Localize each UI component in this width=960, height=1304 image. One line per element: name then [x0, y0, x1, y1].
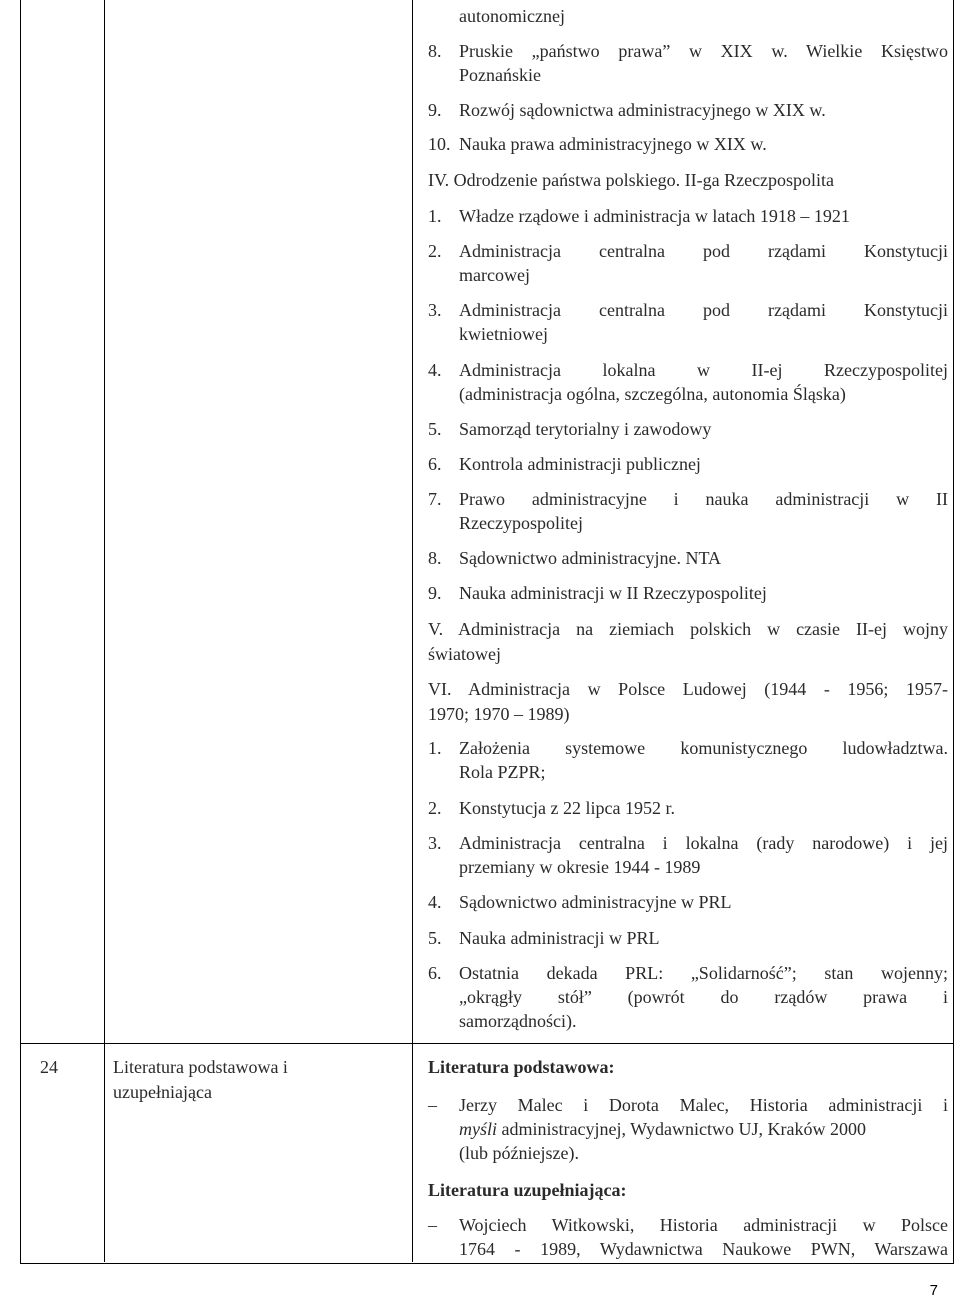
literature-extra-line2: 1764 - 1989, Wydawnictwa Naukowe PWN, Warszawa — [459, 1239, 948, 1259]
item-text: Założenia systemowe komunistycznego ludowładztwa. — [459, 738, 948, 758]
item-number: 4. — [428, 892, 442, 912]
row-divider — [21, 1043, 953, 1044]
item-text-cont: Poznańskie — [459, 65, 541, 85]
column-divider-2 — [412, 0, 413, 1262]
literature-basic-italic: myśli — [459, 1119, 497, 1139]
item-text: Administracja centralna i lokalna (rady narodowe) i jej — [459, 833, 948, 853]
item-number: 7. — [428, 489, 442, 509]
literature-extra-line1: Wojciech Witkowski, Historia administracji w Polsce — [459, 1215, 948, 1235]
item-text-cont: Rzeczypospolitej — [459, 513, 583, 533]
item-text: Administracja lokalna w II-ej Rzeczypospolitej — [459, 360, 948, 380]
item-text-cont: Rola PZPR; — [459, 762, 546, 782]
item-text: Władze rządowe i administracja w latach 1918 – 1921 — [459, 206, 850, 226]
line-autonomicznej: autonomicznej — [459, 6, 565, 26]
section-heading-vi-cont: 1970; 1970 – 1989) — [428, 704, 570, 724]
item-text-cont: kwietniowej — [459, 324, 548, 344]
item-number: 3. — [428, 300, 442, 320]
literature-basic-line1: Jerzy Malec i Dorota Malec, Historia administracji i — [459, 1095, 948, 1115]
item-text-cont: marcowej — [459, 265, 530, 285]
item-number: 3. — [428, 833, 442, 853]
section-heading-v-cont: światowej — [428, 644, 501, 664]
literature-extra-heading: Literatura uzupełniająca: — [428, 1180, 627, 1200]
item-text: Pruskie „państwo prawa” w XIX w. Wielkie Księstwo — [459, 41, 948, 61]
literature-basic-heading: Literatura podstawowa: — [428, 1057, 615, 1077]
item-text: Sądownictwo administracyjne. NTA — [459, 548, 722, 568]
item-number: 1. — [428, 206, 442, 226]
item-text: Rozwój sądownictwa administracyjnego w XIX w. — [459, 100, 826, 120]
item-text: Administracja centralna pod rządami Konstytucji — [459, 241, 948, 261]
section-heading-vi: VI. Administracja w Polsce Ludowej (1944 - 1956; 1957- — [428, 679, 948, 699]
row-title-line1: Literatura podstawowa i — [113, 1057, 288, 1077]
item-number: 6. — [428, 454, 442, 474]
dash-bullet: – — [428, 1095, 437, 1115]
row-title-line2: uzupełniająca — [113, 1082, 212, 1102]
item-text: Ostatnia dekada PRL: „Solidarność”; stan wojenny; — [459, 963, 948, 983]
item-number: 10. — [428, 134, 451, 154]
row-number: 24 — [40, 1057, 58, 1077]
item-text: Prawo administracyjne i nauka administracji w II — [459, 489, 948, 509]
item-text: Nauka prawa administracyjnego w XIX w. — [459, 134, 767, 154]
item-number: 5. — [428, 419, 442, 439]
item-text: Konstytucja z 22 lipca 1952 r. — [459, 798, 675, 818]
item-text: Nauka administracji w PRL — [459, 928, 660, 948]
section-heading-iv: IV. Odrodzenie państwa polskiego. II-ga Rzeczpospolita — [428, 170, 835, 190]
item-number: 2. — [428, 798, 442, 818]
literature-basic-line2 — [459, 1118, 866, 1140]
item-text-cont: (administracja ogólna, szczególna, autonomia Śląska) — [459, 384, 846, 404]
dash-bullet: – — [428, 1215, 437, 1235]
item-number: 8. — [428, 548, 442, 568]
item-text-cont: samorządności). — [459, 1011, 577, 1031]
item-number: 5. — [428, 928, 442, 948]
column-divider-1 — [104, 0, 105, 1262]
item-number: 9. — [428, 583, 442, 603]
item-text: Kontrola administracji publicznej — [459, 454, 701, 474]
literature-basic-line2-rest: administracyjnej, Wydawnictwo UJ, Kraków 2000 — [497, 1119, 867, 1139]
section-heading-v: V. Administracja na ziemiach polskich w czasie II-ej wojny — [428, 619, 948, 639]
item-number: 9. — [428, 100, 442, 120]
item-text: Samorząd terytorialny i zawodowy — [459, 419, 712, 439]
item-number: 8. — [428, 41, 442, 61]
item-text: Sądownictwo administracyjne w PRL — [459, 892, 732, 912]
item-text-cont: przemiany w okresie 1944 - 1989 — [459, 857, 701, 877]
item-number: 6. — [428, 963, 442, 983]
item-text: Nauka administracji w II Rzeczypospolitej — [459, 583, 767, 603]
page-number: 7 — [929, 1282, 938, 1299]
item-number: 2. — [428, 241, 442, 261]
item-number: 1. — [428, 738, 442, 758]
item-text-cont: „okrągły stół” (powrót do rządów prawa i — [459, 987, 948, 1007]
literature-basic-line3: (lub późniejsze). — [459, 1143, 579, 1163]
item-number: 4. — [428, 360, 442, 380]
item-text: Administracja centralna pod rządami Konstytucji — [459, 300, 948, 320]
